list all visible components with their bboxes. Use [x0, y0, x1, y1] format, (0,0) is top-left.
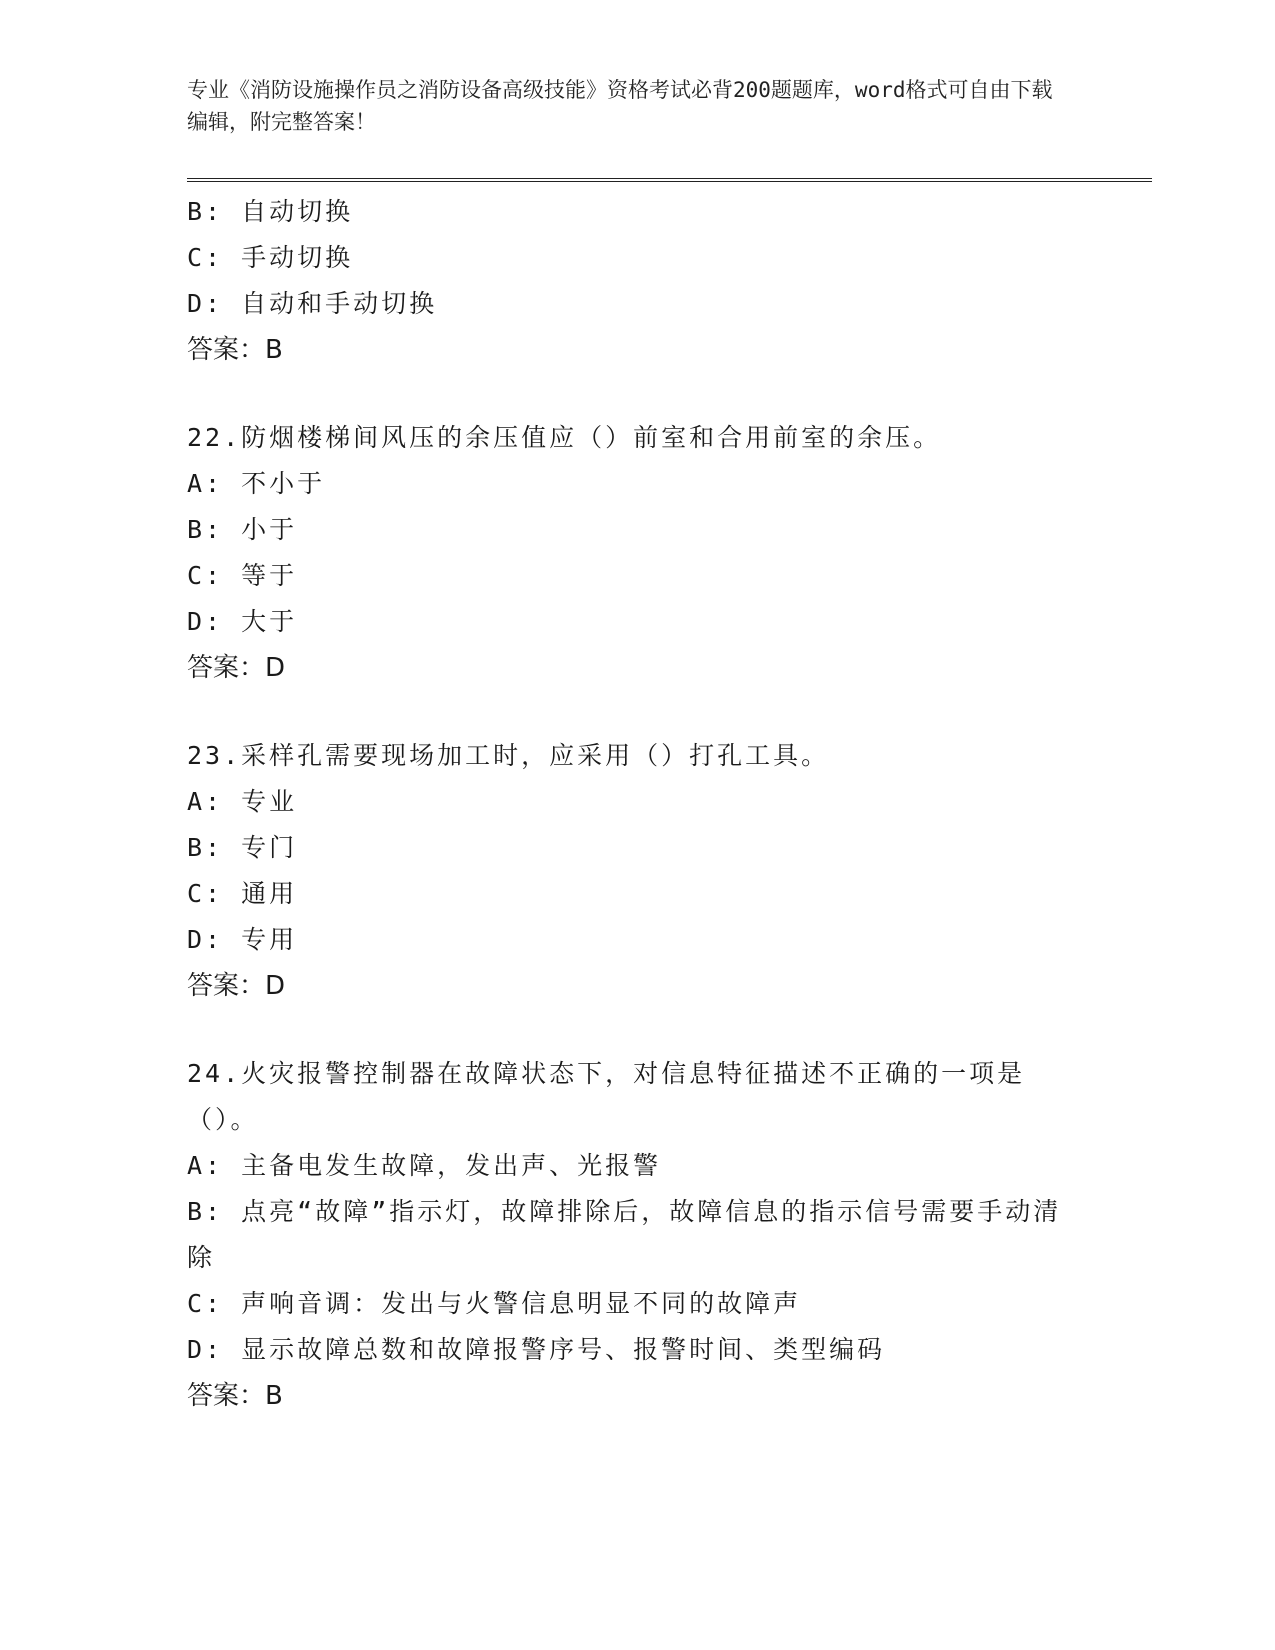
question-stem: 22.防烟楼梯间风压的余压值应（）前室和合用前室的余压。: [187, 423, 942, 452]
option-b: B: 点亮“故障”指示灯，故障排除后，故障信息的指示信号需要手动清除: [187, 1197, 1062, 1272]
option-d: D: 大于: [187, 607, 298, 636]
option-b: B: 小于: [187, 515, 298, 544]
page-header: 专业《消防设施操作员之消防设备高级技能》资格考试必背200题题库，word格式可自由下载编辑，附完整答案！: [187, 78, 1053, 134]
option-a: A: 不小于: [187, 469, 326, 498]
question-22: [187, 415, 1087, 691]
answer-line: 答案：D: [187, 653, 286, 683]
option-d: D: 显示故障总数和故障报警序号、报警时间、类型编码: [187, 1335, 886, 1364]
option-d: D: 自动和手动切换: [187, 289, 438, 318]
question-23: [187, 733, 1087, 1009]
answer-line: 答案：B: [187, 335, 283, 365]
option-b: B: 自动切换: [187, 197, 354, 226]
question-stem: 24.火灾报警控制器在故障状态下，对信息特征描述不正确的一项是（）。: [187, 1059, 1026, 1134]
option-c: C: 通用: [187, 879, 298, 908]
option-c: C: 手动切换: [187, 243, 354, 272]
option-d: D: 专用: [187, 925, 298, 954]
question-24: [187, 1051, 1087, 1419]
answer-line: 答案：B: [187, 1381, 283, 1411]
option-c: C: 等于: [187, 561, 298, 590]
answer-line: 答案：D: [187, 971, 286, 1001]
option-a: A: 主备电发生故障，发出声、光报警: [187, 1151, 662, 1180]
question-21-continued: [187, 189, 1087, 373]
question-list: [187, 189, 1087, 1419]
question-stem: 23.采样孔需要现场加工时，应采用（）打孔工具。: [187, 741, 830, 770]
option-a: A: 专业: [187, 787, 298, 816]
header-divider: [187, 178, 1152, 182]
option-c: C: 声响音调：发出与火警信息明显不同的故障声: [187, 1289, 802, 1318]
option-b: B: 专门: [187, 833, 298, 862]
